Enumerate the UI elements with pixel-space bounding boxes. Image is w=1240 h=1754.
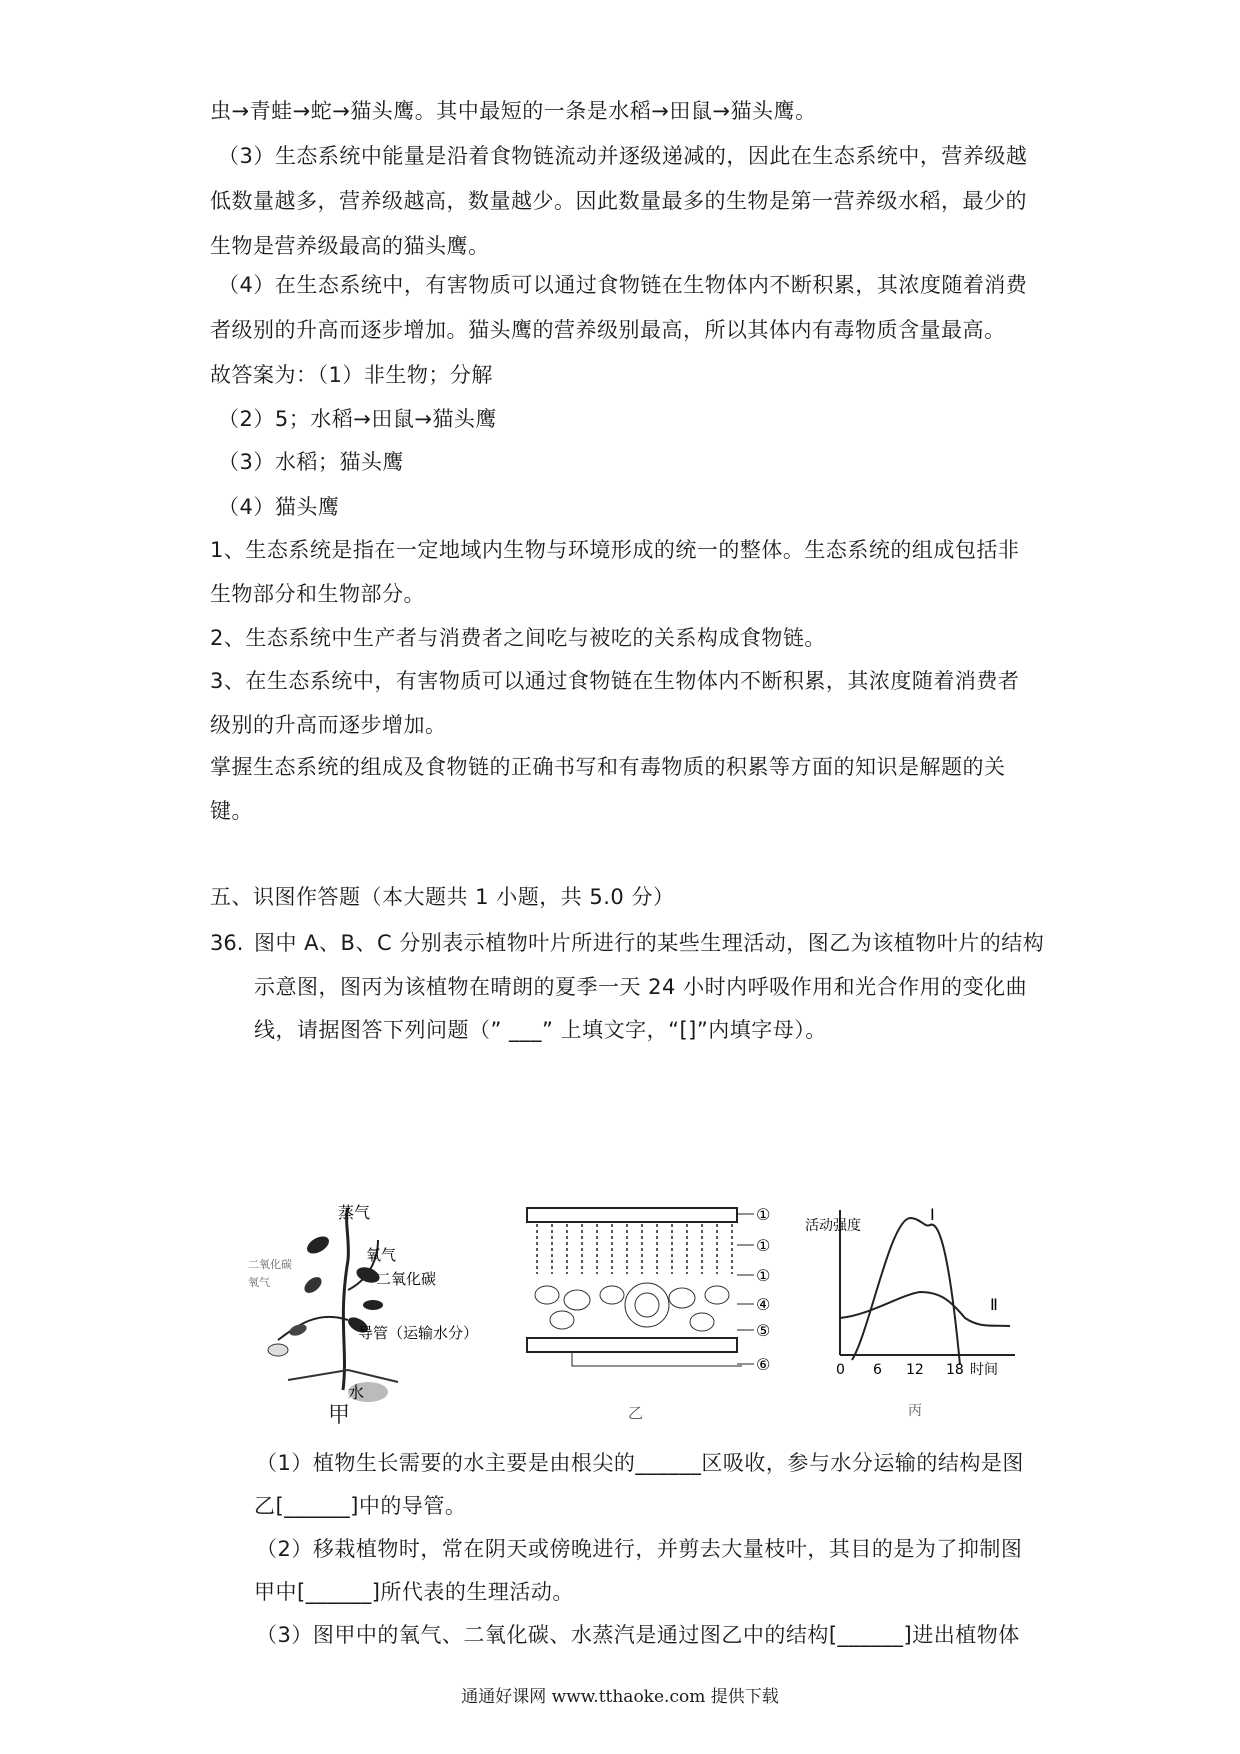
question-stem: 线，请据图答下列问题（” ___” 上填文字，“[]”内填字母）。 [254,1018,827,1042]
text-line: 生物部分和生物部分。 [210,582,425,606]
curve-label-2: Ⅱ [990,1295,998,1314]
y-axis-label: 活动强度 [805,1218,861,1234]
leaf-cross-section [522,1200,792,1370]
text-line: 键。 [210,799,253,823]
label-left-o2: 氧气 [248,1276,270,1289]
label-co2: 二氧化碳 [376,1270,437,1288]
text-line: 2、生态系统中生产者与消费者之间吃与被吃的关系构成食物链。 [210,626,826,650]
text-line: 掌握生态系统的组成及食物链的正确书写和有毒物质的积累等方面的知识是解题的关 [210,755,1006,779]
question-stem: 图中 A、B、C 分别表示植物叶片所进行的某些生理活动，图乙为该植物叶片的结构 [254,931,1045,955]
text-line: 级别的升高而逐步增加。 [210,713,447,737]
curve-respiration [840,1292,1010,1326]
tick-label: 18 [946,1362,964,1378]
figure-bing [800,1200,1020,1380]
figure-yi [522,1200,792,1370]
answer-item: （4）猫头鹰 [218,495,340,519]
caption-jia: 甲 [328,1403,351,1428]
caption-bing: 丙 [908,1403,922,1419]
mark-3: ① [756,1266,771,1285]
subquestion-1: （1）植物生长需要的水主要是由根尖的______区吸收，参与水分运输的结构是图 [256,1451,1024,1475]
figure-jia [248,1200,518,1410]
label-vessel: 导管（运输水分） [358,1324,479,1342]
mark-5: ⑤ [756,1321,771,1340]
tick-label: 6 [873,1362,882,1378]
curve-photosynthesis [852,1218,960,1365]
text-line: 低数量越多，营养级越高，数量越少。因此数量最多的生物是第一营养级水稻，最少的 [210,189,1027,213]
text-line: 生物是营养级最高的猫头鹰。 [210,234,490,258]
plant-illustration [248,1200,518,1410]
subquestion-1-cont: 乙[______]中的导管。 [254,1494,467,1518]
label-left-co2: 二氧化碳 [248,1258,292,1271]
answer-summary: 故答案为：（1）非生物；分解 [210,363,493,387]
answer-item: （3）水稻；猫头鹰 [218,450,404,474]
text-line: 3、在生态系统中，有害物质可以通过食物链在生物体内不断积累，其浓度随着消费者 [210,669,1020,693]
x-axis-label: 时间 [970,1362,998,1378]
question-stem: 示意图，图丙为该植物在晴朗的夏季一天 24 小时内呼吸作用和光合作用的变化曲 [254,975,1028,999]
label-water: 水 [348,1383,365,1402]
section-title: 五、识图作答题（本大题共 1 小题，共 5.0 分） [210,885,675,909]
label-vapor: 蒸气 [338,1203,371,1222]
mark-4: ④ [756,1295,771,1314]
curve-label-1: Ⅰ [930,1205,935,1224]
subquestion-2-cont: 甲中[______]所代表的生理活动。 [254,1580,574,1604]
label-oxygen: 氧气 [366,1246,397,1264]
caption-yi: 乙 [628,1404,644,1422]
text-line: 虫→青蛙→蛇→猫头鹰。其中最短的一条是水稻→田鼠→猫头鹰。 [210,99,817,123]
mark-2: ① [756,1236,771,1255]
tick-label: 0 [836,1362,845,1378]
activity-curve-chart [800,1200,1020,1380]
subquestion-2: （2）移栽植物时，常在阴天或傍晚进行，并剪去大量枝叶，其目的是为了抑制图 [256,1537,1023,1561]
question-number: 36. [210,931,244,955]
mark-1: ① [756,1205,771,1224]
answer-item: （2）5；水稻→田鼠→猫头鹰 [218,407,497,431]
subquestion-3: （3）图甲中的氧气、二氧化碳、水蒸汽是通过图乙中的结构[______]进出植物体 [256,1623,1020,1647]
tick-label: 12 [906,1362,924,1378]
page-footer: 通通好课网 www.tthaoke.com 提供下载 [461,1687,779,1707]
text-line: 1、生态系统是指在一定地域内生物与环境形成的统一的整体。生态系统的组成包括非 [210,538,1020,562]
mark-6: ⑥ [756,1355,771,1370]
text-line: 者级别的升高而逐步增加。猫头鹰的营养级别最高，所以其体内有毒物质含量最高。 [210,318,1006,342]
text-line: （4）在生态系统中，有害物质可以通过食物链在生物体内不断积累，其浓度随着消费 [218,273,1028,297]
text-line: （3）生态系统中能量是沿着食物链流动并逐级递减的，因此在生态系统中，营养级越 [218,144,1028,168]
